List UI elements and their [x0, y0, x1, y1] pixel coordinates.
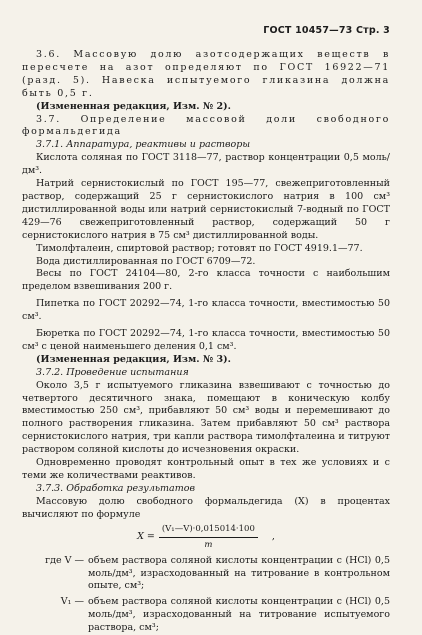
formula-trailing-comma: ,: [271, 531, 275, 543]
amendment-note-3: (Измененная редакция, Изм. № 3).: [36, 353, 231, 365]
variable-definitions: [22, 555, 390, 635]
subsection-heading-3-7-3: 3.7.3. Обработка результатов: [36, 482, 195, 494]
section-heading-3-7: 3.7. Определение массовой доли свободного формальдегида: [22, 113, 390, 138]
formula-fraction: [159, 523, 258, 552]
definition-label-v1: V₁ —: [60, 596, 84, 608]
equipment-scales: Весы по ГОСТ 24104—80, 2-го класса точности с наибольшим пределом взвешивания 200 г.: [22, 268, 390, 293]
page-header: ГОСТ 10457—73 Стр. 3: [263, 25, 390, 36]
reagent-hydrochloric-acid: Кислота соляная по ГОСТ 3118—77, раствор концентрации 0,5 моль/дм³.: [22, 152, 390, 177]
reagent-distilled-water: Вода дистиллированная по ГОСТ 6709—72.: [36, 255, 256, 267]
paragraph-3-6: 3.6. Массовую долю азотсодержащих веществ в пересчете на азот определяют по ГОСТ 16922—71 (разд. 5). Навеска испытуемого гликазина должна быть 0,5 г.: [22, 49, 390, 99]
formaldehyde-formula: [22, 525, 390, 551]
reagent-sodium-sulfite: Натрий сернистокислый по ГОСТ 195—77, свежеприготовленный раствор, содержащий 25 г сернистокислого натрия в 100 см³ дистиллированной воды или натрий сернистокислый 7-водный по ГОСТ 429—76 свежеприготовленный раствор, содержащий 50 г сернистокислого натрия в 75 см³ дистиллированной воды.: [22, 178, 390, 241]
document-body: [22, 49, 390, 635]
formula-denominator: m: [204, 540, 213, 551]
subsection-heading-3-7-1: 3.7.1. Аппаратура, реактивы и растворы: [36, 139, 251, 151]
equipment-burette: Бюретка по ГОСТ 20292—74, 1-го класса точности, вместимостью 50 см³ с ценой наименьшего деления 0,1 см³.: [22, 328, 390, 352]
formula-lhs: X =: [137, 531, 155, 543]
definition-text-v: объем раствора соляной кислоты концентрации c (HCl) 0,5 моль/дм³, израсходованный на титрование в контрольном опыте, см³;: [88, 554, 390, 592]
definition-label-v: где V —: [45, 554, 84, 566]
formula-numerator: (V₁—V)·0,015014·100: [159, 523, 258, 538]
reagent-thymolphthalein: Тимолфталеин, спиртовой раствор; готовят по ГОСТ 4919.1—77.: [36, 242, 363, 254]
calculation-intro: Массовую долю свободного формальдегида (X) в процентах вычисляют по формуле: [22, 495, 390, 520]
amendment-note-2: (Измененная редакция, Изм. № 2).: [36, 100, 231, 112]
control-experiment: Одновременно проводят контрольный опыт в тех же условиях и с теми же количествами реактивов.: [22, 457, 390, 481]
equipment-pipette: Пипетка по ГОСТ 20292—74, 1-го класса точности, вместимостью 50 см³.: [22, 298, 390, 323]
subsection-heading-3-7-2: 3.7.2. Проведение испытания: [36, 366, 189, 378]
definition-text-v1: объем раствора соляной кислоты концентрации c (HCl) 0,5 моль/дм³, израсходованный на титрование испытуемого раствора, см³;: [88, 596, 390, 634]
test-procedure: Около 3,5 г испытуемого гликазина взвешивают с точностью до четвертого десятичного знака, помещают в коническую колбу вместимостью 250 см³, прибавляют 50 см³ воды и перемешивают до полного растворения гликазина. Затем прибавляют 50 см³ раствора сернистокислого натрия, три капли раствора тимолфталеина и титруют раствором соляной кислоты до исчезновения окраски.: [22, 379, 390, 456]
